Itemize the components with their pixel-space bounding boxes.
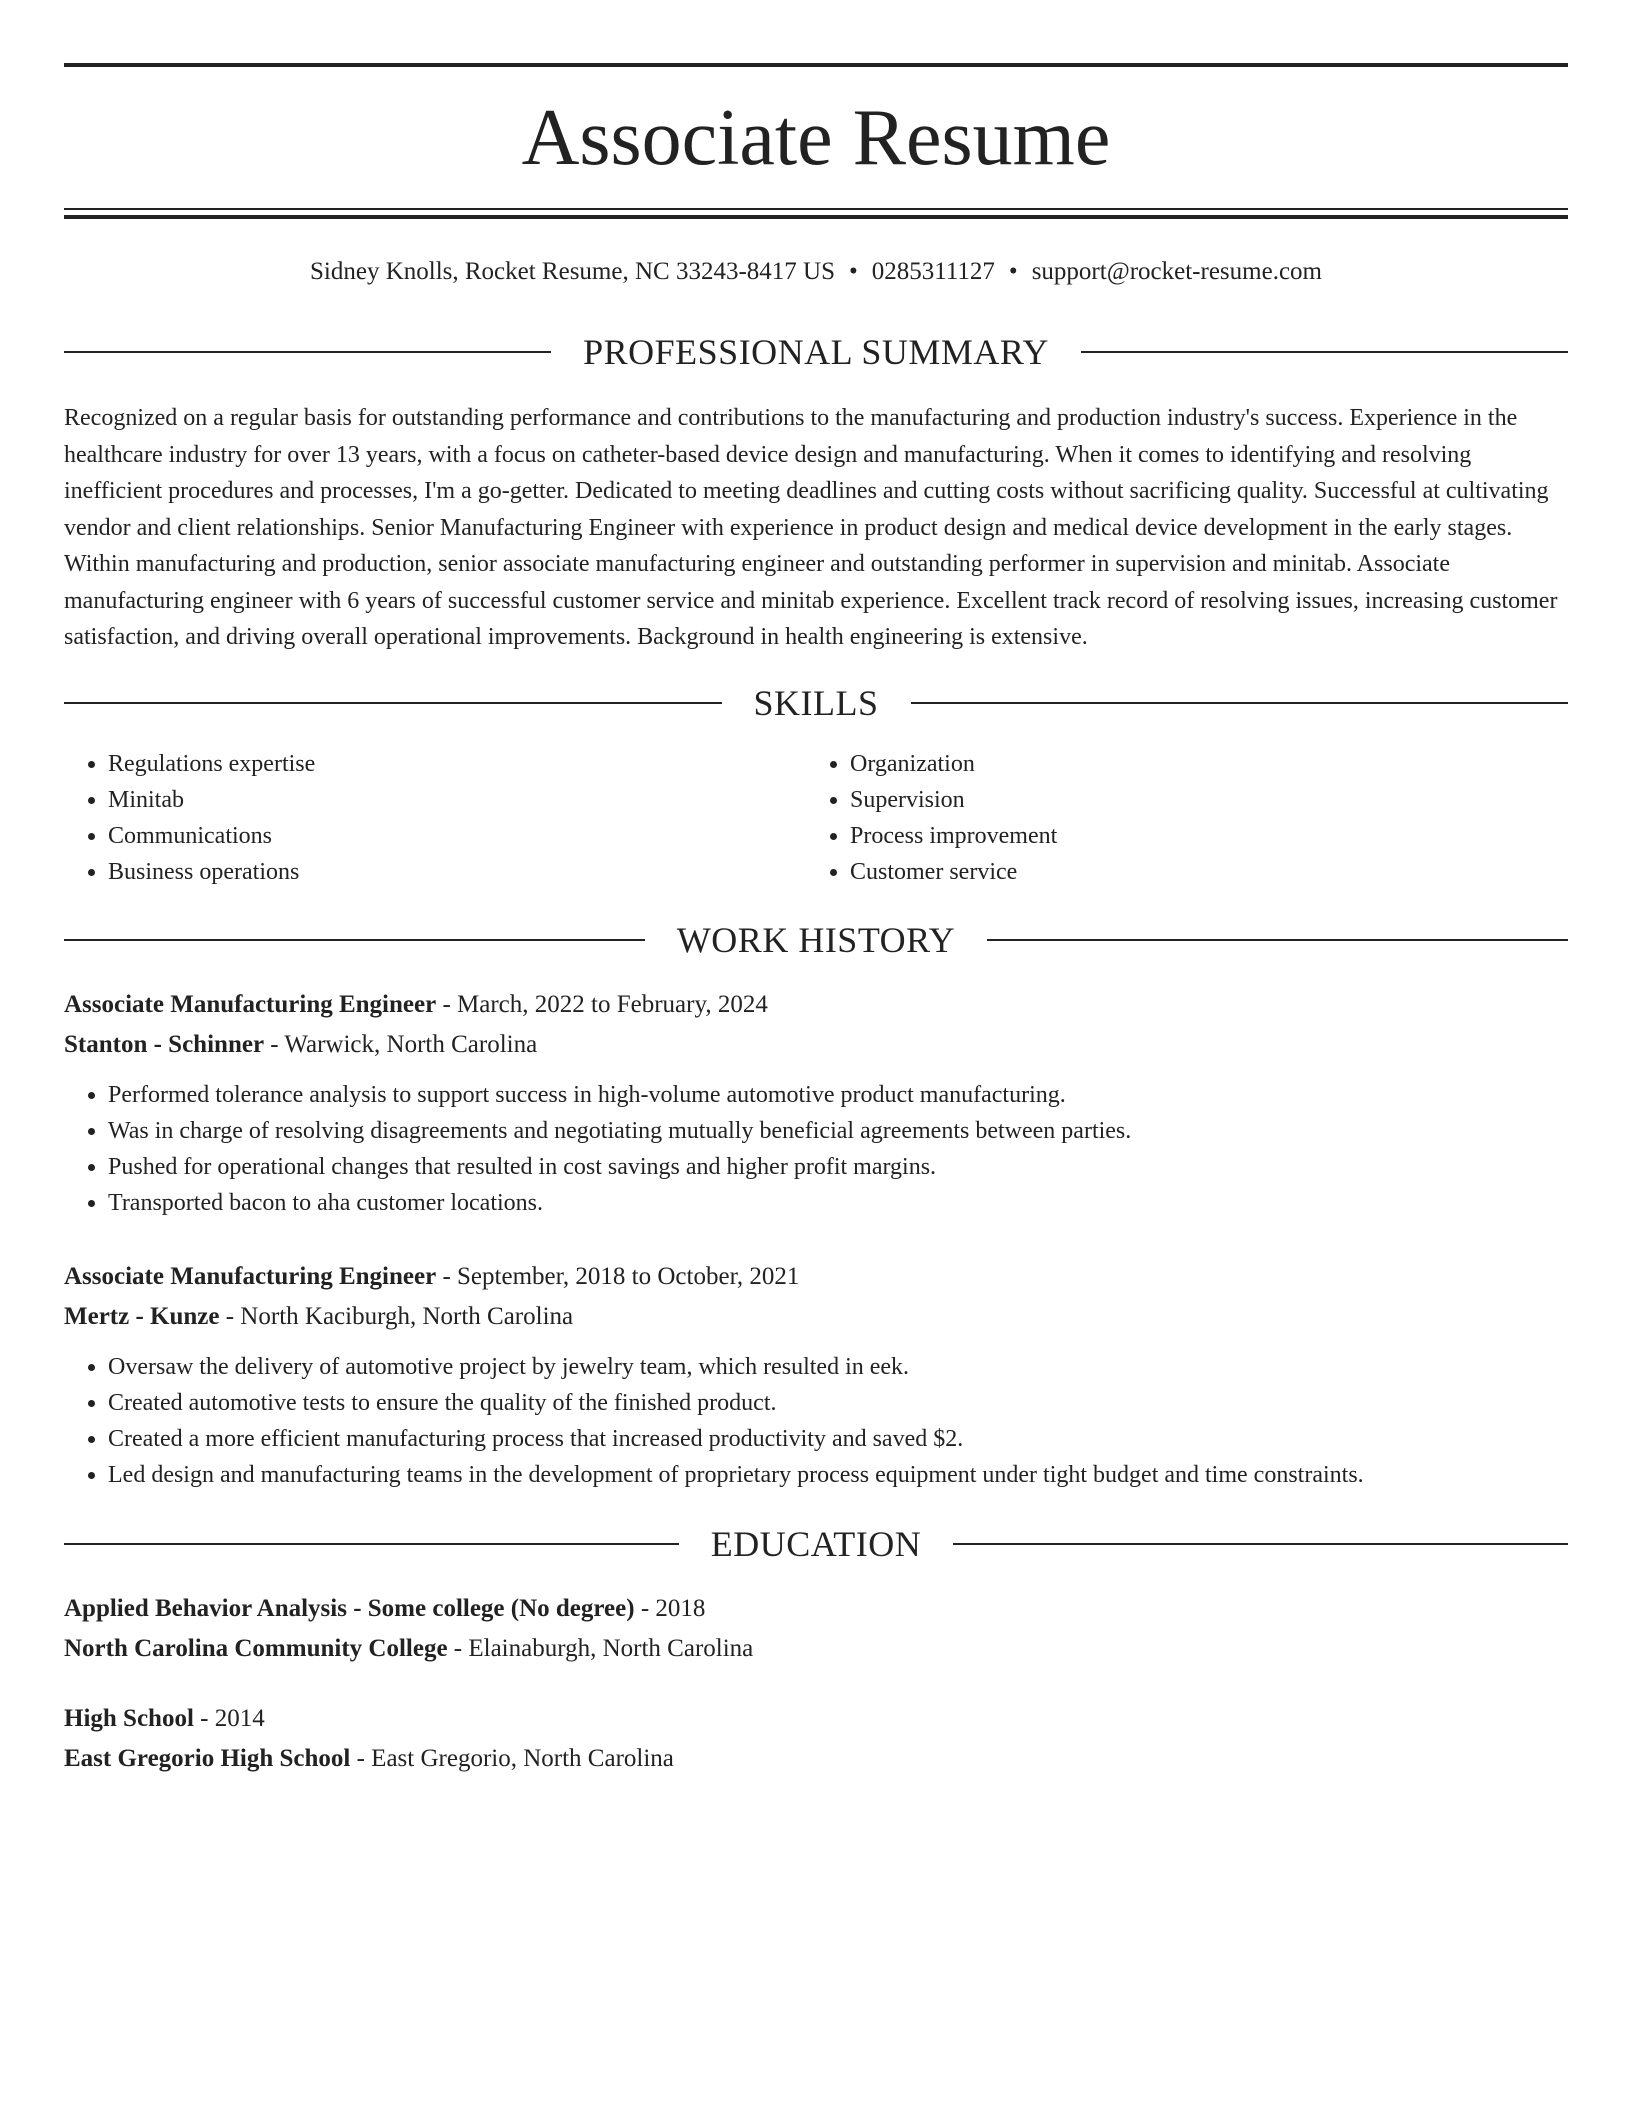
job-location: - Warwick, North Carolina	[264, 1031, 538, 1058]
job-dates: - September, 2018 to October, 2021	[436, 1263, 800, 1290]
skill-item: • Process improvement	[850, 818, 1548, 854]
job-bullet: • Transported bacon to aha customer locations.	[108, 1185, 1568, 1221]
job-entry-1	[64, 985, 1568, 1221]
job-title: Associate Manufacturing Engineer	[64, 991, 437, 1018]
section-title-skills: SKILLS	[753, 683, 879, 723]
section-title-education: EDUCATION	[710, 1524, 922, 1564]
job-bullet: • Was in charge of resolving disagreements and negotiating mutually beneficial agreements between parties.	[108, 1113, 1568, 1149]
job-bullets	[64, 1349, 1568, 1493]
education-entry-1	[64, 1589, 1568, 1669]
education-degree: High School	[64, 1705, 194, 1732]
contact-line	[64, 254, 1568, 290]
job-bullet: • Created a more efficient manufacturing process that increased productivity and saved $2.	[108, 1421, 1568, 1457]
contact-phone: 0285311127	[871, 258, 995, 285]
section-rule-right	[953, 1543, 1568, 1545]
education-school-line	[64, 1629, 1568, 1669]
contact-separator: •	[849, 258, 858, 285]
title-rule-thick	[64, 215, 1568, 219]
section-rule-right	[911, 702, 1569, 704]
skill-item: • Organization	[850, 746, 1548, 782]
job-company: Stanton - Schinner	[64, 1031, 265, 1058]
job-bullets	[64, 1077, 1568, 1221]
section-header-education	[64, 1522, 1568, 1566]
skill-item: • Customer service	[850, 854, 1548, 890]
skills-list	[64, 746, 1568, 890]
section-rule-left	[64, 939, 645, 941]
education-degree-line	[64, 1699, 1568, 1739]
job-bullet: • Created automotive tests to ensure the quality of the finished product.	[108, 1385, 1568, 1421]
job-bullet: • Pushed for operational changes that resulted in cost savings and higher profit margins.	[108, 1149, 1568, 1185]
job-title-line	[64, 985, 1568, 1025]
section-rule-left	[64, 351, 551, 353]
job-title-line	[64, 1257, 1568, 1297]
education-school: North Carolina Community College	[64, 1635, 448, 1662]
job-dates: - March, 2022 to February, 2024	[436, 991, 768, 1018]
title-rule-thin	[64, 208, 1568, 210]
skill-item: • Minitab	[108, 782, 806, 818]
skill-item: • Business operations	[108, 854, 806, 890]
contact-separator: •	[1008, 258, 1018, 285]
section-header-summary	[64, 330, 1568, 374]
education-degree: Applied Behavior Analysis - Some college (No degree)	[64, 1595, 635, 1622]
job-company: Mertz - Kunze	[64, 1303, 220, 1330]
job-bullet: • Led design and manufacturing teams in the development of proprietary process equipment under tight budget and time constraints.	[108, 1457, 1568, 1493]
contact-email: support@rocket-resume.com	[1031, 258, 1322, 285]
section-title-summary: PROFESSIONAL SUMMARY	[583, 332, 1049, 372]
education-location: - East Gregorio, North Carolina	[350, 1745, 674, 1772]
skill-item: • Communications	[108, 818, 806, 854]
education-school-line	[64, 1739, 1568, 1779]
job-title: Associate Manufacturing Engineer	[64, 1263, 437, 1290]
section-rule-left	[64, 1543, 679, 1545]
job-bullet: • Oversaw the delivery of automotive project by jewelry team, which resulted in eek.	[108, 1349, 1568, 1385]
section-rule-right	[1081, 351, 1568, 353]
skill-item: • Supervision	[850, 782, 1548, 818]
page-title: Associate Resume	[521, 94, 1111, 182]
education-degree-line	[64, 1589, 1568, 1629]
job-location: - North Kaciburgh, North Carolina	[219, 1303, 574, 1330]
job-bullet: • Performed tolerance analysis to support success in high-volume automotive product manufacturing.	[108, 1077, 1568, 1113]
job-entry-2	[64, 1257, 1568, 1493]
education-year: - 2014	[193, 1705, 265, 1732]
education-entry-2	[64, 1699, 1568, 1779]
contact-address: Sidney Knolls, Rocket Resume, NC 33243-8417 US	[310, 258, 835, 285]
skills-column-right	[806, 746, 1548, 890]
top-rule	[64, 63, 1568, 67]
education-location: - Elainaburgh, North Carolina	[447, 1635, 754, 1662]
education-year: - 2018	[634, 1595, 706, 1622]
section-title-work: WORK HISTORY	[676, 920, 956, 960]
section-header-skills	[64, 681, 1568, 725]
section-header-work	[64, 918, 1568, 962]
job-company-line	[64, 1025, 1568, 1065]
section-rule-right	[987, 939, 1568, 941]
job-company-line	[64, 1297, 1568, 1337]
section-rule-left	[64, 702, 722, 704]
education-school: East Gregorio High School	[64, 1745, 351, 1772]
skill-item: • Regulations expertise	[108, 746, 806, 782]
skills-column-left	[64, 746, 806, 890]
summary-text: Recognized on a regular basis for outstanding performance and contributions to the manufacturing and production industry's success. Experience in the healthcare industry for over 13 years, with a focus on catheter-based device design and manufacturing. When it comes to identifying and resolving inefficient procedures and processes, I'm a go-getter. Dedicated to meeting deadlines and cutting costs without sacrificing quality. Successful at cultivating vendor and client relationships. Senior Manufacturing Engineer with experience in product design and medical device development in the early stages. Within manufacturing and production, senior associate manufacturing engineer and outstanding performer in supervision and minitab. Associate manufacturing engineer with 6 years of successful customer service and minitab experience. Excellent track record of resolving issues, increasing customer satisfaction, and driving overall operational improvements. Background in health engineering is extensive.	[64, 405, 1558, 650]
